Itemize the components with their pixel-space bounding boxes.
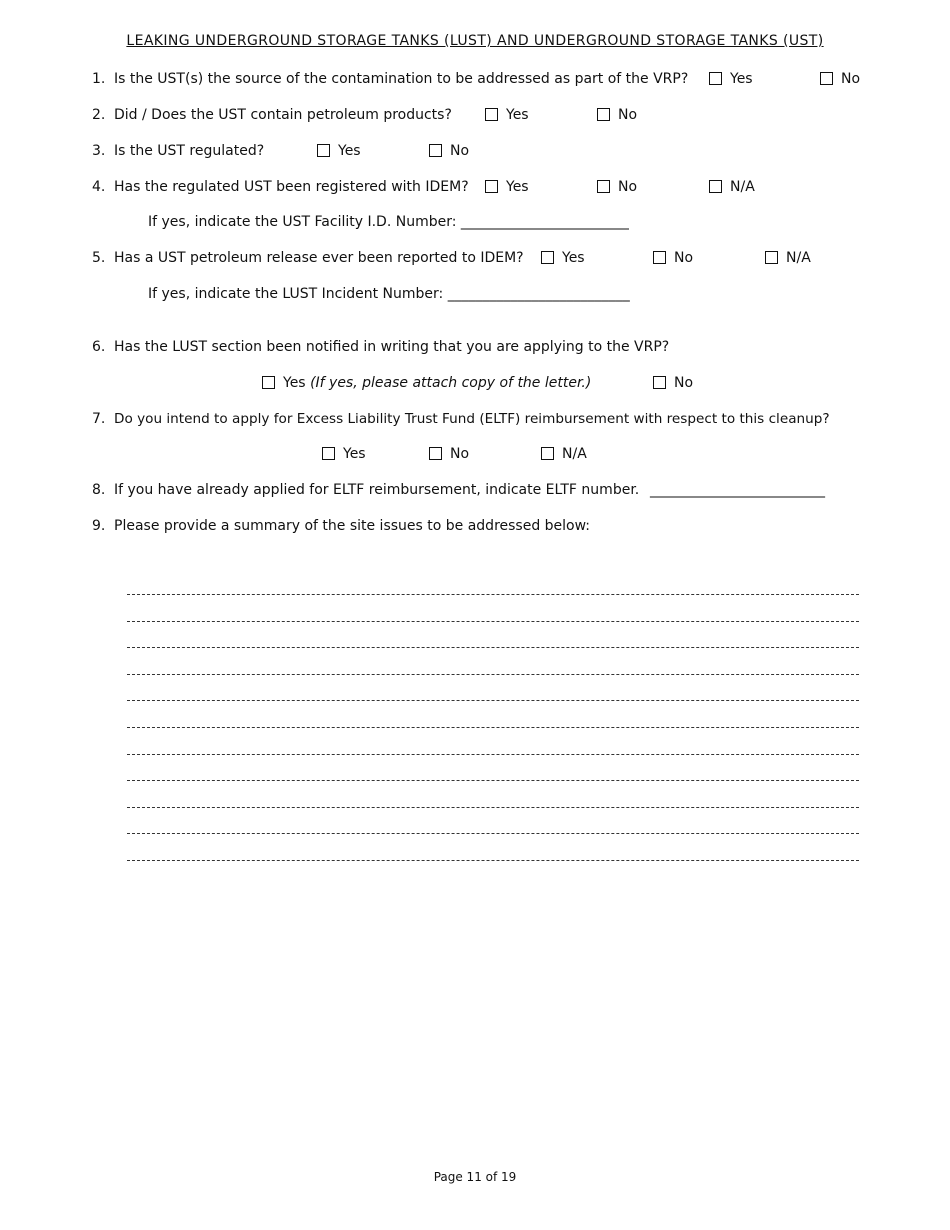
q1-yes-option[interactable]: [709, 70, 753, 88]
q3-no-option[interactable]: [429, 142, 469, 160]
option-label: N/A: [562, 446, 587, 462]
checkbox[interactable]: [597, 180, 610, 193]
q4-na-option[interactable]: [709, 178, 755, 196]
option-label: Yes: [730, 71, 753, 87]
page-footer: Page 11 of 19: [433, 1170, 517, 1184]
question-text: Did / Does the UST contain petroleum products?: [114, 107, 452, 123]
question-text: Please provide a summary of the site issues to be addressed below:: [114, 518, 591, 534]
option-label: No: [450, 143, 470, 159]
summary-line[interactable]: [127, 700, 859, 701]
checkbox[interactable]: [485, 180, 498, 193]
checkbox[interactable]: [322, 447, 335, 460]
option-label: Yes: [283, 375, 306, 391]
checkbox[interactable]: [429, 447, 442, 460]
q6-no-option[interactable]: [653, 374, 693, 392]
yes-note: (If yes, please attach copy of the letter.): [310, 375, 592, 391]
summary-line[interactable]: [127, 727, 859, 728]
checkbox[interactable]: [653, 251, 666, 264]
form-title: LEAKING UNDERGROUND STORAGE TANKS (LUST) AND UNDERGROUND STORAGE TANKS (UST): [126, 33, 824, 49]
question-5: [92, 249, 524, 267]
question-text: Is the UST regulated?: [114, 143, 265, 159]
q5-yes-option[interactable]: [541, 249, 585, 267]
summary-line[interactable]: [127, 647, 859, 648]
q2-yes-option[interactable]: [485, 106, 529, 124]
summary-line[interactable]: [127, 594, 859, 595]
question-number: 1.: [92, 71, 106, 87]
summary-line[interactable]: [127, 621, 859, 622]
checkbox[interactable]: [820, 72, 833, 85]
question-2: [92, 106, 452, 124]
q4-yes-option[interactable]: [485, 178, 529, 196]
option-label: Yes: [343, 446, 366, 462]
question-7: [92, 410, 830, 428]
question-3: [92, 142, 264, 160]
checkbox[interactable]: [765, 251, 778, 264]
question-number: 3.: [92, 143, 106, 159]
option-label: Yes: [562, 250, 585, 266]
lust-incident-number-field[interactable]: If yes, indicate the LUST Incident Number: __________________________: [148, 286, 630, 302]
option-label: Yes: [506, 179, 529, 195]
checkbox[interactable]: [541, 251, 554, 264]
question-text: If you have already applied for ELTF reimbursement, indicate ELTF number.: [114, 482, 640, 498]
question-1: [92, 70, 688, 88]
ust-facility-id-field[interactable]: If yes, indicate the UST Facility I.D. Number: ________________________: [148, 214, 629, 230]
question-number: 9.: [92, 518, 106, 534]
question-number: 4.: [92, 179, 106, 195]
q7-no-option[interactable]: [429, 445, 469, 463]
checkbox[interactable]: [709, 72, 722, 85]
question-number: 6.: [92, 339, 106, 355]
checkbox[interactable]: [262, 376, 275, 389]
question-9: [92, 517, 590, 535]
q7-na-option[interactable]: [541, 445, 587, 463]
option-label: N/A: [730, 179, 755, 195]
question-text: Has the regulated UST been registered with IDEM?: [114, 179, 469, 195]
option-label: No: [618, 107, 638, 123]
q5-na-option[interactable]: [765, 249, 811, 267]
q5-no-option[interactable]: [653, 249, 693, 267]
checkbox[interactable]: [653, 376, 666, 389]
summary-line[interactable]: [127, 833, 859, 834]
option-label: No: [674, 375, 694, 391]
question-number: 5.: [92, 250, 106, 266]
option-label: No: [674, 250, 694, 266]
question-4: [92, 178, 469, 196]
question-text: Has the LUST section been notified in writing that you are applying to the VRP?: [114, 339, 670, 355]
question-number: 2.: [92, 107, 106, 123]
checkbox[interactable]: [597, 108, 610, 121]
q3-yes-option[interactable]: [317, 142, 361, 160]
option-label: No: [618, 179, 638, 195]
question-text: Is the UST(s) the source of the contamination to be addressed as part of the VRP?: [114, 71, 689, 87]
checkbox[interactable]: [429, 144, 442, 157]
summary-line[interactable]: [127, 674, 859, 675]
option-label: N/A: [786, 250, 811, 266]
question-number: 7.: [92, 411, 106, 427]
checkbox[interactable]: [485, 108, 498, 121]
q4-no-option[interactable]: [597, 178, 637, 196]
eltf-number-field[interactable]: _________________________: [650, 482, 825, 498]
question-8: [92, 481, 639, 499]
summary-line[interactable]: [127, 780, 859, 781]
q6-yes-option[interactable]: [262, 374, 591, 392]
option-label: Yes: [338, 143, 361, 159]
summary-line[interactable]: [127, 807, 859, 808]
q7-yes-option[interactable]: [322, 445, 366, 463]
option-label: No: [450, 446, 470, 462]
q1-no-option[interactable]: [820, 70, 860, 88]
checkbox[interactable]: [317, 144, 330, 157]
option-label: No: [841, 71, 861, 87]
summary-line[interactable]: [127, 754, 859, 755]
question-text: Do you intend to apply for Excess Liability Trust Fund (ELTF) reimbursement with respect to this cleanup?: [114, 411, 830, 427]
summary-line[interactable]: [127, 860, 859, 861]
question-number: 8.: [92, 482, 106, 498]
checkbox[interactable]: [541, 447, 554, 460]
question-6: [92, 338, 669, 356]
question-text: Has a UST petroleum release ever been reported to IDEM?: [114, 250, 524, 266]
option-label: Yes: [506, 107, 529, 123]
checkbox[interactable]: [709, 180, 722, 193]
q2-no-option[interactable]: [597, 106, 637, 124]
